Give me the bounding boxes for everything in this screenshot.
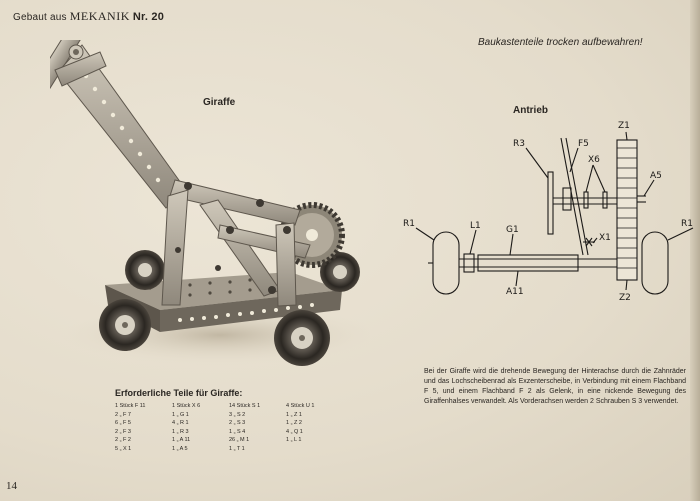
giraffe-model-photo xyxy=(50,40,370,375)
page-header xyxy=(13,9,164,24)
parts-cell: 1 „ R 3 xyxy=(172,428,189,435)
parts-cell: 1 „ Z 1 xyxy=(286,411,302,418)
label-A11: A11 xyxy=(506,287,524,297)
label-Z1: Z1 xyxy=(618,121,630,131)
label-G1: G1 xyxy=(506,225,519,235)
parts-cell: 1 „ A 5 xyxy=(172,445,188,452)
parts-cell: 4 „ R 1 xyxy=(172,420,189,426)
parts-row xyxy=(115,411,343,420)
parts-row xyxy=(115,436,343,445)
label-R1-left: R1 xyxy=(403,219,415,229)
parts-row xyxy=(115,428,343,437)
label-R3: R3 xyxy=(513,139,525,149)
parts-cell: 1 Stück F 11 xyxy=(115,403,146,409)
parts-cell: 1 „ Z 2 xyxy=(286,420,302,426)
parts-table xyxy=(115,402,343,453)
header-set-number: Nr. 20 xyxy=(132,11,165,23)
diagram-title: Antrieb xyxy=(513,105,548,116)
page-number: 14 xyxy=(6,480,17,492)
parts-cell: 1 „ G 1 xyxy=(172,411,189,418)
label-A5: A5 xyxy=(650,171,662,181)
parts-cell: 1 Stück X 6 xyxy=(172,403,201,409)
storage-note: Baukastenteile trocken aufbewahren! xyxy=(478,37,643,48)
parts-cell xyxy=(286,445,343,454)
parts-list xyxy=(115,388,345,453)
parts-cell: 1 „ A 11 xyxy=(172,437,191,443)
parts-cell: 2 „ F 7 xyxy=(115,411,131,418)
label-L1: L1 xyxy=(470,221,481,231)
drive-diagram xyxy=(398,110,698,315)
label-X1: X1 xyxy=(599,233,611,243)
parts-cell: 3 „ S 2 xyxy=(229,411,246,418)
label-F5: F5 xyxy=(578,139,589,149)
parts-cell: 1 „ T 1 xyxy=(229,445,245,452)
figure-title: Giraffe xyxy=(203,97,236,108)
parts-cell: 26 „ M 1 xyxy=(229,437,250,443)
label-R1-right: R1 xyxy=(681,219,693,229)
parts-cell: 5 „ X 1 xyxy=(115,445,132,452)
label-X6: X6 xyxy=(588,155,600,165)
parts-cell: 2 „ F 3 xyxy=(115,428,131,435)
parts-cell: 2 „ F 2 xyxy=(115,437,131,443)
parts-row xyxy=(115,402,343,411)
parts-cell: 1 „ L 1 xyxy=(286,437,302,443)
mechanism-description: Bei der Giraffe wird die drehende Bewegung der Hinterachse durch die Zahnräder und das Lochscheibenrad als Exzenterscheibe, in Verbindung mit einem Flachband F 5, und einem Flachband F 2 als Gelenk, in eine nickende Bewegung des Giraffenhalses verwandelt. Als Vorderachsen werden 2 Schrauben S 3 verwendet. xyxy=(424,368,686,405)
parts-cell: 14 Stück S 1 xyxy=(229,403,261,409)
parts-cell: 2 „ S 3 xyxy=(229,420,246,426)
parts-list-title: Erforderliche Teile für Giraffe: xyxy=(115,388,243,398)
parts-cell: 4 Stück U 1 xyxy=(286,403,315,409)
parts-row xyxy=(115,445,343,454)
label-Z2: Z2 xyxy=(619,293,631,303)
parts-cell: 6 „ F 5 xyxy=(115,420,131,426)
parts-row xyxy=(115,419,343,428)
parts-cell: 4 „ Q 1 xyxy=(286,428,303,435)
parts-cell: 1 „ S 4 xyxy=(229,428,246,435)
header-brand: MEKANIK xyxy=(69,9,130,23)
header-prefix: Gebaut aus xyxy=(13,12,67,23)
